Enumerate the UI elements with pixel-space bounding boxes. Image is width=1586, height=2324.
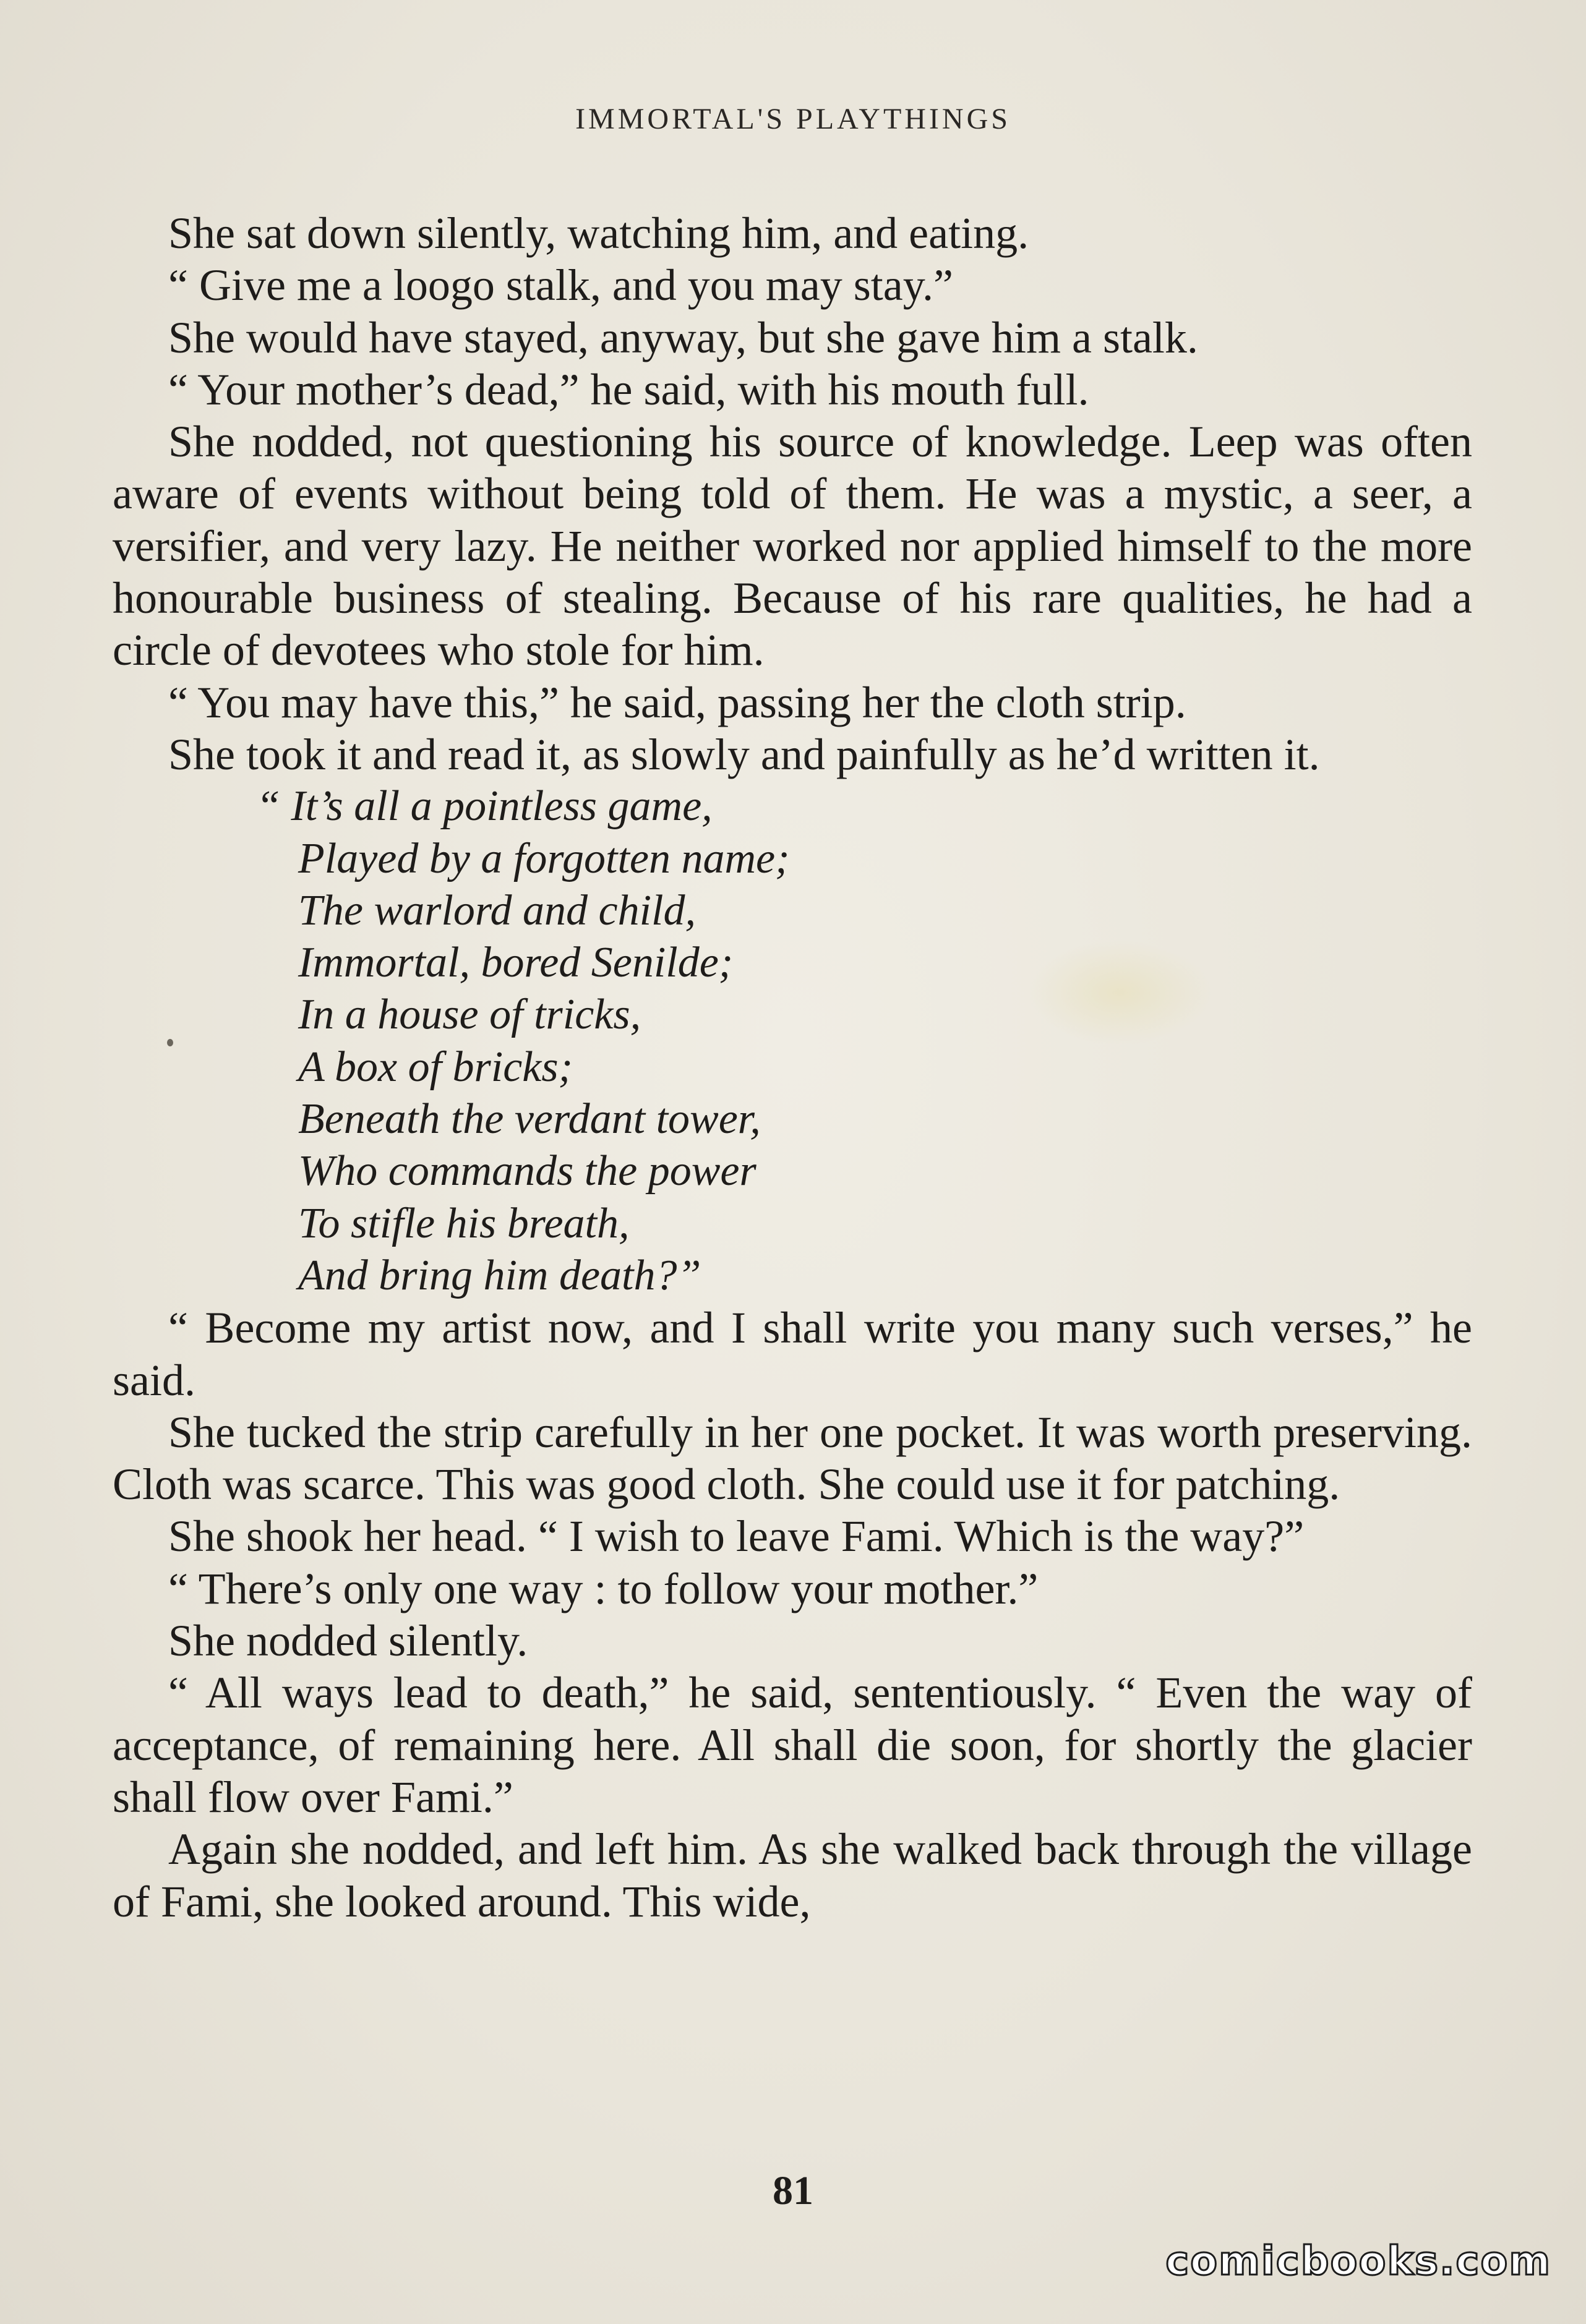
paragraph: “ You may have this,” he said, passing her the cloth strip. (168, 677, 1186, 727)
page-number: 81 (773, 2168, 813, 2213)
paragraph: “ Your mother’s dead,” he said, with his mouth full. (168, 364, 1089, 414)
poem-line: The warlord and child, (298, 886, 696, 934)
poem (113, 780, 1472, 1302)
poem-line: And bring him death?” (298, 1251, 701, 1299)
paragraph: She nodded, not questioning his source of knowledge. Leep was often aware of events without being told of them. He was a mystic, a seer, a versifier, and very lazy. He neither worked nor applied himself to the more honourable business of stealing. Because of his rare qualities, he had a circle of devotees who stole for him. (113, 417, 1472, 675)
running-head: IMMORTAL'S PLAYTHINGS (575, 103, 1011, 135)
paragraph: “ All ways lead to death,” he said, sententiously. “ Even the way of acceptance, of remaining here. All shall die soon, for shortly the glacier shall flow over Fami.” (113, 1668, 1472, 1822)
paragraph: She sat down silently, watching him, and eating. (168, 208, 1029, 258)
paragraph: “ There’s only one way : to follow your mother.” (168, 1563, 1039, 1613)
poem-line: Played by a forgotten name; (298, 834, 790, 882)
poem-line: To stifle his breath, (298, 1199, 630, 1247)
paragraph: “ Become my artist now, and I shall write you many such verses,” he said. (113, 1303, 1472, 1405)
poem-line: Beneath the verdant tower, (298, 1095, 761, 1143)
poem-line: Who commands the power (298, 1147, 757, 1195)
body-text (113, 207, 1472, 1928)
paragraph: She shook her head. “ I wish to leave Fami. Which is the way?” (168, 1511, 1305, 1561)
poem-line: In a house of tricks, (298, 991, 641, 1039)
paragraph: She nodded silently. (168, 1616, 528, 1666)
poem-line: A box of bricks; (298, 1043, 573, 1091)
paragraph: She would have stayed, anyway, but she gave him a stalk. (168, 312, 1198, 362)
paragraph: She took it and read it, as slowly and painfully as he’d written it. (168, 729, 1320, 779)
site-watermark: comicbooks.com (1165, 2239, 1551, 2284)
poem-line: Immortal, bored Senilde; (298, 939, 734, 987)
poem-line: “ It’s all a pointless game, (256, 782, 713, 831)
paragraph: She tucked the strip carefully in her one pocket. It was worth preserving. Cloth was scarce. This was good cloth. She could use it for patching. (113, 1407, 1472, 1510)
paragraph: “ Give me a loogo stalk, and you may stay.” (168, 260, 953, 310)
paragraph: Again she nodded, and left him. As she walked back through the village of Fami, she looked around. This wide, (113, 1824, 1472, 1926)
